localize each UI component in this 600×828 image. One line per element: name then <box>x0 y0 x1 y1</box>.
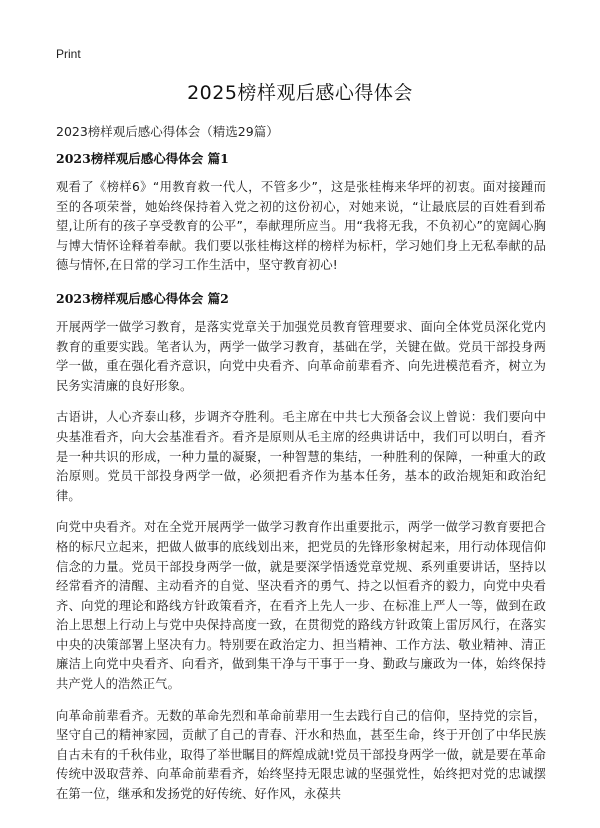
paragraph: 向党中央看齐。对在全党开展两学一做学习教育作出重要批示，两学一做学习教育要把合格的标尺立起来，把做人做事的底线划出来，把党员的先锋形象树起来，用行动体现信仰信念的力量。党员干部投身两学一做，就是要深学悟透党章党规、系列重要讲话，坚持以经常看齐的清醒、主动看齐的自觉、坚决看齐的勇气、持之以恒看齐的毅力，向党中央看齐、向党的理论和路线方针政策看齐，在看齐上先人一步、在标准上严人一等，做到在政治上思想上行动上与党中央保持高度一致，在贯彻党的路线方针政策上雷厉风行，在落实中央的决策部署上坚决有力。特别要在政治定力、担当精神、工作方法、敬业精神、清正廉洁上向党中央看齐、向看齐，做到集干净与干事于一身、勤政与廉政为一体，始终保持共产党人的浩然正气。 <box>56 520 546 692</box>
section-heading: 2023榜样观后感心得体会 篇2 <box>56 290 229 306</box>
paragraph: 古语讲，人心齐泰山移，步调齐夺胜利。毛主席在中共七大预备会议上曾说：我们要向中央基准看齐，向大会基准看齐。看齐是原则从毛主席的经典讲话中，我们可以明白，看齐是一种共识的形成，一种力量的凝聚，一种智慧的集结，一种胜利的保障，一种重大的政治原则。党员干部投身两学一做，必须把看齐作为基本任务，基本的政治规矩和政治纪律。 <box>56 410 546 503</box>
document-title: 2025榜样观后感心得体会 <box>187 82 413 104</box>
section-1 <box>56 150 546 276</box>
paragraph: 向革命前辈看齐。无数的革命先烈和革命前辈用一生去践行自己的信仰，坚持党的宗旨，坚守自己的精神家园，贡献了自己的青春、汗水和热血，甚至生命，终于开创了中华民族自古未有的千秋伟业，取得了举世瞩目的辉煌成就!党员干部投身两学一做，就是要在革命传统中汲取营养、向革命前辈看齐，始终坚持无限忠诚的坚强党性，始终把对党的忠诚摆在第一位，继承和发扬党的好传统、好作风，永葆共 <box>56 708 546 802</box>
paragraph: 观看了《榜样6》“用教育救一代人，不管多少”，这是张桂梅来华坪的初衷。面对接踵而至的各项荣誉，她始终保持着入党之初的这份初心，对她来说，“让最底层的百姓看到希望,让所有的孩子享受教育的公平”，奉献理所应当。用“我将无我，不负初心”的宽阔心胸与博大情怀诠释着奉献。我们要以张桂梅这样的榜样为标杆，学习她们身上无私奉献的品德与情怀,在日常的学习工作生活中，坚守教育初心! <box>56 180 546 273</box>
document-body <box>56 150 546 817</box>
section-2 <box>56 290 546 805</box>
print-link[interactable]: Print <box>56 47 81 61</box>
paragraph: 开展两学一做学习教育，是落实党章关于加强党员教育管理要求、面向全体党员深化党内教育的重要实践。笔者认为，两学一做学习教育，基础在学，关键在做。党员干部投身两学一做，重在强化看齐意识，向党中央看齐、向革命前辈看齐、向先进模范看齐，树立为民务实清廉的良好形象。 <box>56 319 546 393</box>
section-heading: 2023榜样观后感心得体会 篇1 <box>56 151 229 166</box>
document-subtitle: 2023榜样观后感心得体会（精选29篇） <box>56 124 279 139</box>
